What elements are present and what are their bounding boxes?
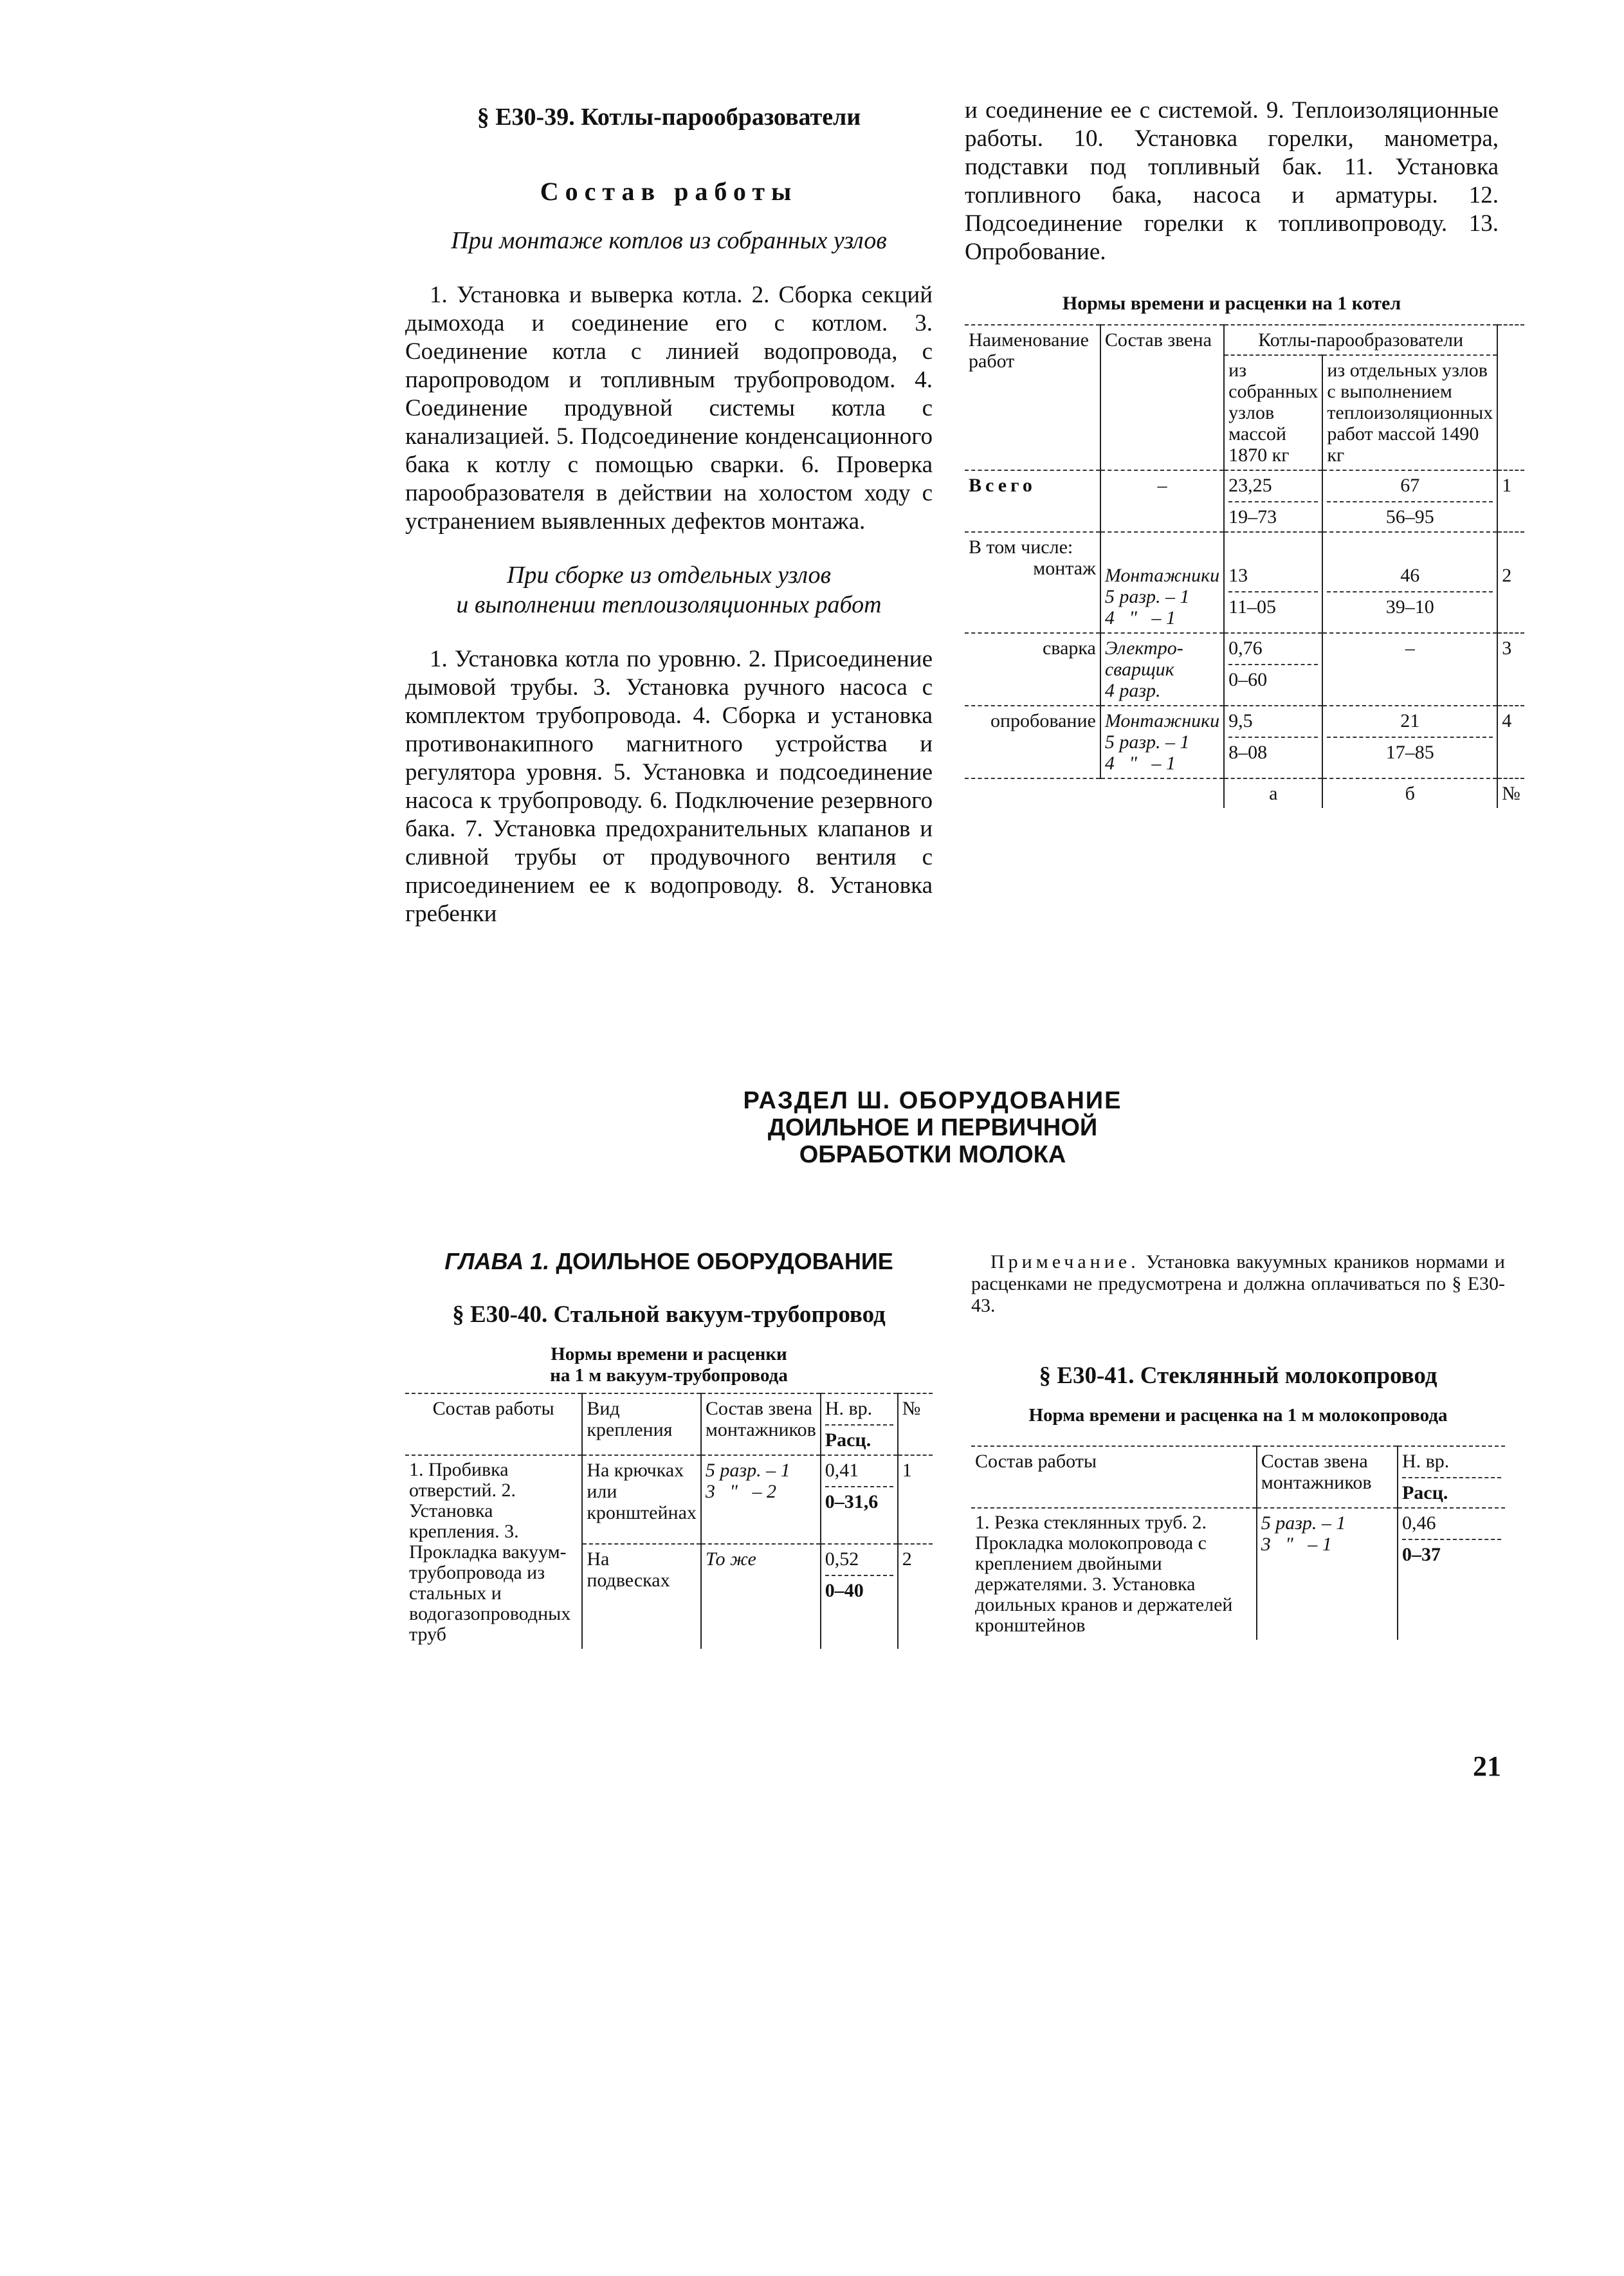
header-no-empty — [1497, 325, 1524, 470]
cell-a-norm: 9,5 — [1228, 710, 1253, 731]
row-name: монтаж — [1033, 558, 1096, 579]
row-sostav-l2: сварщик — [1104, 659, 1174, 680]
header-col-a: из собранных узлов массой 1870 кг — [1224, 355, 1322, 470]
right-column — [965, 96, 1520, 808]
cell-rasc: 0–31,6 — [825, 1486, 893, 1512]
row-no: 4 — [1497, 706, 1524, 778]
table-caption-e40-l1: Нормы времени и расценки — [551, 1344, 787, 1364]
table-row — [965, 633, 1524, 706]
section-title-e30-39: § Е30-39. Котлы-парообразователи — [477, 104, 861, 131]
table-caption-e41: Норма времени и расценка на 1 м молокопровода — [1028, 1405, 1448, 1426]
page-number: 21 — [1473, 1750, 1501, 1782]
row-sostav-l2: 5 разр. – 1 — [1104, 731, 1190, 753]
sostav-heading: Состав работы — [540, 177, 798, 206]
row-vid: На крючках или кронштейнах — [582, 1455, 701, 1544]
razdel-line-1: РАЗДЕЛ Ш. ОБОРУДОВАНИЕ — [743, 1087, 1122, 1114]
cell-b-norm: – — [1322, 633, 1497, 706]
row-name: опробование — [990, 710, 1096, 731]
row-no: 2 — [1497, 532, 1524, 633]
cell-b-norm: 67 — [1400, 475, 1420, 496]
row-group-label: В том числе: — [969, 537, 1073, 558]
cell-a-rate: 19–73 — [1228, 501, 1318, 528]
row-sostav-l2: 5 разр. – 1 — [1104, 586, 1190, 607]
header-zveno: Состав звена монтажников — [701, 1393, 821, 1455]
note-label: Примечание. — [990, 1251, 1140, 1272]
work-list-assembled: 1. Установка и выверка котла. 2. Сборка секций дымохода и соединение его с котлом. 3. Соединение котла с линией водопровода, с паропроводом и топливным трубопроводом. 4. Соединение продувной системы котла с канализацией. 5. Подсоединение конденсационного бака к котлу с помощью сварки. 6. Проверка парообразователя в действии на холостом ходу с устранением выявленных дефектов монтажа. — [405, 282, 933, 535]
subheading-separate-l2: и выполнении теплоизоляционных работ — [456, 591, 882, 618]
row-no: 1 — [1497, 470, 1524, 532]
work-list-continued: и соединение ее с системой. 9. Теплоизоляционные работы. 10. Установка горелки, манометра, подставки под топливный бак. 11. Установка топливного бака, насоса и арматуры. 12. Подсоединение горелки к топливопроводу. 13. Опробование. — [965, 97, 1499, 265]
work-list-separate: 1. Установка котла по уровню. 2. Присоединение дымовой трубы. 3. Установка ручного насоса с комплектом трубопровода. 4. Сборка и установка противонакипного магнитного устройства и регулятора уровня. 5. Установка и подсоединение насоса к трубопроводу. 6. Подключение резервного бака. 7. Установка предохранительных клапанов и сливной трубы от продувочного вентиля с присоединением ее к водопроводу. 8. Установка гребенки — [405, 646, 933, 927]
header-zveno: Состав звена монтажников — [1257, 1446, 1398, 1508]
table-row — [405, 1455, 933, 1544]
footer-no: № — [1497, 778, 1524, 808]
row-sostav-l3: 4 " – 1 — [1104, 753, 1176, 774]
razdel-line-2: ДОИЛЬНОЕ И ПЕРВИЧНОЙ — [767, 1114, 1098, 1141]
cell-a-rate: 8–08 — [1228, 737, 1318, 763]
table-row — [965, 532, 1524, 633]
header-nvr: Н. вр. — [825, 1398, 873, 1419]
header-vid: Вид крепления — [582, 1393, 701, 1455]
cell-rasc: 0–40 — [825, 1575, 893, 1601]
cell-nvr: 0,52 — [825, 1548, 859, 1570]
cell-a-rate: 11–05 — [1228, 591, 1318, 618]
footer-a: а — [1224, 778, 1322, 808]
table-caption-e40-l2: на 1 м вакуум-трубопровода — [550, 1365, 788, 1386]
lower-left-column — [405, 1248, 933, 1649]
cell-b-rate: 56–95 — [1327, 501, 1493, 528]
header-group: Котлы-парообразователи — [1224, 325, 1497, 355]
row-zveno-l1: То же — [701, 1544, 821, 1649]
left-column — [405, 103, 933, 928]
section-title-e30-41: § Е30-41. Стеклянный молокопровод — [1039, 1363, 1437, 1389]
cell-b-norm: 21 — [1400, 710, 1420, 731]
row-no: 1 — [898, 1455, 933, 1544]
note — [971, 1251, 1505, 1317]
vacuum-pipe-table — [405, 1393, 933, 1649]
row-no: 2 — [898, 1544, 933, 1649]
chapter-prefix: ГЛАВА 1. — [444, 1248, 550, 1274]
row-sostav-l1: Монтажники — [1104, 710, 1220, 731]
work-description: 1. Пробивка отверстий. 2. Установка крепления. 3. Прокладка вакуум-трубопровода из стальных и водогазопроводных труб — [409, 1459, 571, 1645]
row-no: 3 — [1497, 633, 1524, 706]
cell-a-norm: 13 — [1228, 565, 1248, 586]
header-sostav-raboty: Состав работы — [432, 1398, 554, 1419]
header-rasc: Расц. — [825, 1424, 893, 1451]
row-vid: На подвесках — [582, 1544, 701, 1649]
chapter-title: ДОИЛЬНОЕ ОБОРУДОВАНИЕ — [556, 1248, 893, 1274]
header-nvr: Н. вр. — [1401, 1451, 1450, 1472]
subheading-assembled: При монтаже котлов из собранных узлов — [451, 227, 887, 254]
row-sostav-l3: 4 " – 1 — [1104, 607, 1176, 629]
cell-a-norm: 23,25 — [1228, 475, 1272, 496]
header-sostav-raboty: Состав работы — [975, 1451, 1097, 1472]
subheading-separate-l1: При сборке из отдельных узлов — [506, 562, 832, 589]
note-text: Установка вакуумных краников нормами и расценками не предусмотрена и должна оплачиваться по § Е30-43. — [971, 1251, 1505, 1316]
footer-b: б — [1322, 778, 1497, 808]
cell-a-rate: 0–60 — [1228, 664, 1318, 690]
row-sostav-l1: Электро- — [1104, 638, 1183, 659]
cell-b-rate: 17–85 — [1327, 737, 1493, 763]
cell-rasc: 0–37 — [1402, 1539, 1501, 1565]
row-name: сварка — [1042, 638, 1096, 659]
row-zveno-l1: 5 разр. – 1 — [705, 1460, 790, 1481]
razdel-heading — [579, 1087, 1286, 1168]
razdel-line-3: ОБРАБОТКИ МОЛОКА — [799, 1141, 1066, 1168]
table-caption-boiler: Нормы времени и расценки на 1 котел — [1062, 293, 1401, 314]
row-sostav-l1: Монтажники — [1104, 565, 1220, 586]
boiler-norms-table — [965, 324, 1524, 808]
header-rasc: Расц. — [1402, 1477, 1501, 1503]
row-sostav: – — [1100, 470, 1224, 532]
row-sostav-l3: 4 разр. — [1104, 680, 1161, 701]
row-zveno-l2: 3 " – 2 — [705, 1481, 776, 1502]
row-name: Всего — [969, 475, 1036, 496]
cell-b-rate: 39–10 — [1327, 591, 1493, 618]
header-sostav: Состав звена — [1100, 325, 1224, 470]
header-no: № — [898, 1393, 933, 1455]
cell-nvr: 0,41 — [825, 1460, 859, 1481]
table-row — [965, 470, 1524, 532]
cell-b-norm: 46 — [1400, 565, 1420, 586]
table-row — [965, 706, 1524, 778]
cell-nvr: 0,46 — [1401, 1512, 1436, 1534]
chapter-heading — [405, 1248, 933, 1275]
work-description: 1. Резка стеклянных труб. 2. Прокладка молокопровода с креплением двойными держателями. 3. Установка доильных кранов и держателей кронштейнов — [975, 1512, 1233, 1636]
table-footer-row — [965, 778, 1524, 808]
row-zveno-l2: 3 " – 1 — [1261, 1534, 1332, 1555]
section-title-e30-40: § Е30-40. Стальной вакуум-трубопровод — [452, 1301, 886, 1328]
cell-a-norm: 0,76 — [1228, 638, 1263, 659]
milk-pipe-table — [971, 1445, 1505, 1640]
row-zveno-l1: 5 разр. – 1 — [1261, 1512, 1346, 1534]
header-name: Наименование работ — [969, 329, 1089, 372]
lower-right-column — [971, 1251, 1505, 1640]
header-col-b: из отдельных узлов с выполнением теплоизоляционных работ массой 1490 кг — [1322, 355, 1497, 470]
table-row — [971, 1508, 1505, 1640]
